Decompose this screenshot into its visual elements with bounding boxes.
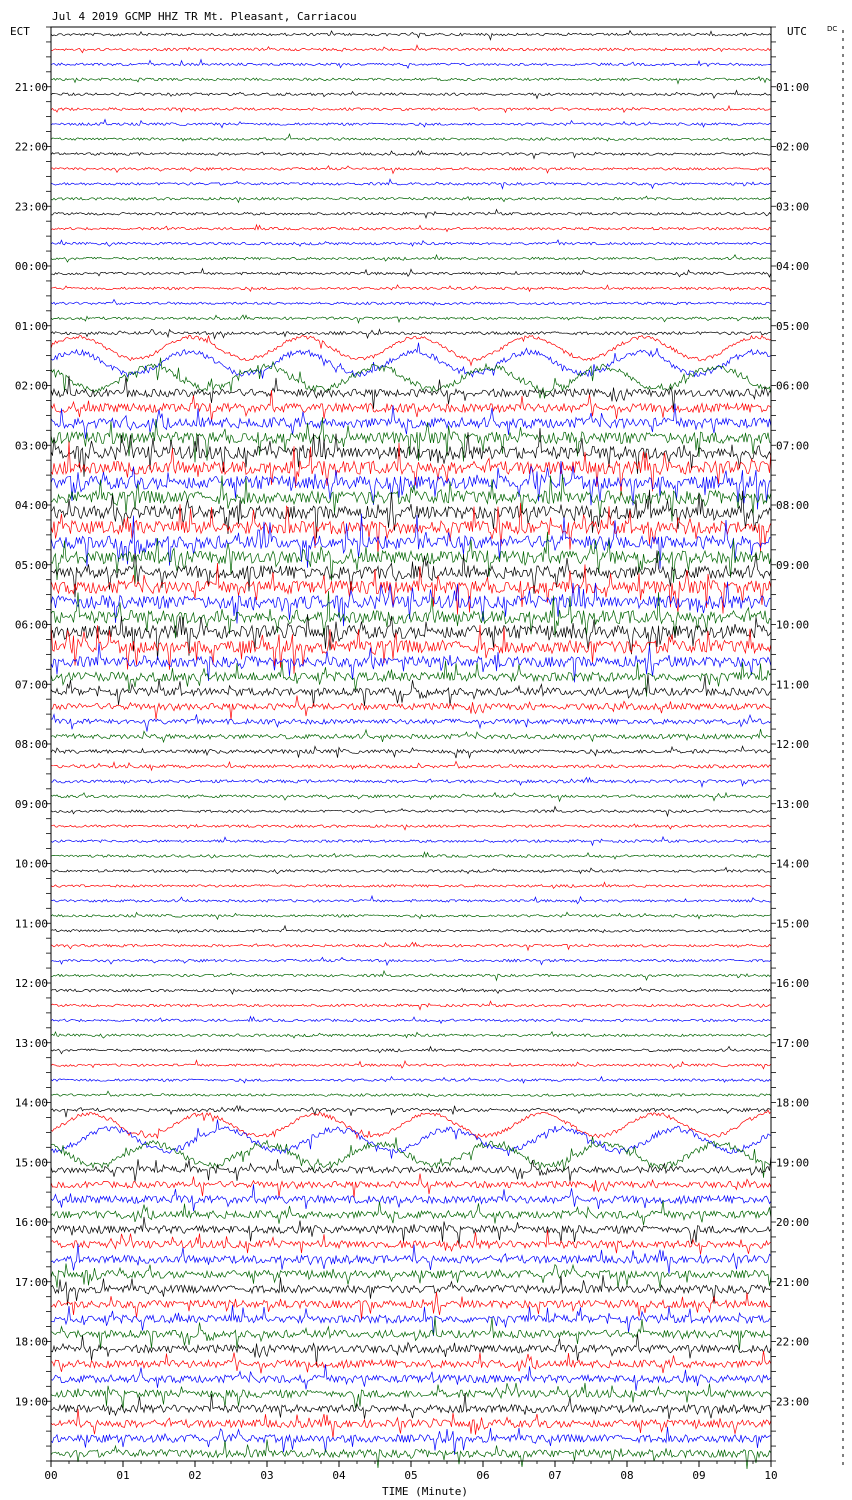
right-hour-label: 03:00 (776, 200, 810, 214)
trace-row (51, 1383, 771, 1410)
right-hour-label: 09:00 (776, 558, 810, 572)
left-hour-label: 09:00 (14, 797, 48, 811)
trace-row (51, 1393, 771, 1419)
x-tick-label: 08 (620, 1469, 634, 1482)
left-hour-label: 16:00 (14, 1216, 48, 1229)
right-hour-label: 08:00 (776, 499, 810, 512)
left-hour-label: 03:00 (14, 439, 48, 453)
trace-row (51, 1091, 771, 1097)
right-hour-label: 12:00 (776, 738, 810, 751)
left-hour-label: 18:00 (14, 1335, 48, 1349)
trace-row (51, 210, 771, 218)
left-hour-label: 19:00 (14, 1395, 48, 1409)
trace-row (51, 134, 771, 141)
trace-row (51, 1184, 771, 1211)
trace-row (51, 1317, 771, 1350)
dc-label: DC (827, 25, 838, 33)
trace-row (51, 1077, 771, 1083)
trace-row (51, 90, 771, 98)
right-hour-label: 20:00 (776, 1216, 810, 1229)
trace-row (51, 120, 771, 128)
trace-row (51, 285, 771, 291)
trace-row (51, 729, 771, 742)
left-hour-label: 04:00 (14, 499, 48, 512)
right-hour-label: 02:00 (776, 140, 810, 154)
trace-row (51, 1032, 771, 1038)
trace-row (51, 31, 771, 40)
trace-row (51, 1305, 771, 1336)
left-hour-label: 17:00 (14, 1275, 48, 1289)
trace-row (51, 461, 771, 509)
trace-row (51, 240, 771, 246)
left-hour-label: 13:00 (14, 1036, 48, 1050)
trace-row (51, 1047, 771, 1054)
right-hour-label: 05:00 (776, 319, 810, 333)
trace-row (51, 696, 771, 720)
trace-row (51, 1334, 771, 1366)
right-hour-label: 19:00 (776, 1156, 810, 1170)
trace-row (51, 942, 771, 950)
trace-row (51, 926, 771, 933)
right-hour-label: 01:00 (776, 80, 810, 94)
left-hour-label: 23:00 (14, 200, 48, 214)
trace-row (51, 60, 771, 69)
left-hour-label: 01:00 (14, 319, 48, 333)
trace-row (51, 1110, 771, 1138)
trace-row (51, 957, 771, 965)
trace-row (51, 376, 771, 410)
trace-row (51, 1244, 771, 1274)
plot-frame (46, 27, 776, 1461)
trace-row (51, 1351, 771, 1374)
trace-row (51, 315, 771, 323)
right-hour-label: 15:00 (776, 917, 810, 931)
trace-row (51, 882, 771, 888)
left-hour-label: 22:00 (14, 140, 48, 154)
right-hour-label: 11:00 (776, 678, 810, 692)
left-hour-label: 00:00 (14, 260, 48, 273)
trace-row (51, 837, 771, 845)
trace-row (51, 1060, 771, 1068)
trace-row (51, 151, 771, 159)
x-tick-label: 05 (404, 1469, 418, 1482)
trace-row (51, 675, 771, 707)
trace-row (51, 1001, 771, 1009)
left-hour-label: 07:00 (14, 678, 48, 692)
right-hour-label: 16:00 (776, 977, 810, 990)
trace-row (51, 1174, 771, 1198)
left-hour-label: 06:00 (14, 618, 48, 632)
right-hour-label: 14:00 (776, 857, 810, 871)
trace-row (51, 179, 771, 188)
seismic-traces (51, 31, 771, 1469)
left-hour-label: 21:00 (14, 80, 48, 94)
trace-row (51, 761, 771, 770)
trace-row (51, 1217, 771, 1245)
x-tick-label: 00 (44, 1469, 58, 1482)
right-timezone-label: UTC (787, 25, 807, 38)
x-tick-label: 07 (548, 1469, 562, 1482)
right-hour-label: 10:00 (776, 618, 810, 632)
left-timezone-label: ECT (10, 25, 30, 38)
right-hour-label: 22:00 (776, 1335, 810, 1349)
trace-row (51, 971, 771, 980)
trace-row (51, 1427, 771, 1455)
trace-row (51, 912, 771, 919)
trace-row (51, 746, 771, 758)
trace-row (51, 793, 771, 802)
trace-row (51, 714, 771, 731)
trace-row (51, 988, 771, 994)
chart-title: Jul 4 2019 GCMP HHZ TR Mt. Pleasant, Carriacou (52, 10, 357, 23)
trace-row (51, 490, 771, 538)
trace-row (51, 778, 771, 787)
right-hour-label: 07:00 (776, 439, 810, 453)
right-hour-label: 04:00 (776, 260, 810, 273)
right-hour-label: 23:00 (776, 1395, 810, 1409)
left-hour-label: 14:00 (14, 1096, 48, 1110)
trace-row (51, 807, 771, 816)
x-tick-label: 04 (332, 1469, 346, 1482)
trace-row (51, 196, 771, 202)
x-tick-label: 01 (116, 1469, 130, 1482)
trace-row (51, 45, 771, 52)
trace-row (51, 1120, 771, 1159)
x-tick-label: 03 (260, 1469, 274, 1482)
trace-row (51, 269, 771, 277)
trace-row (51, 329, 771, 338)
right-hour-label: 21:00 (776, 1275, 810, 1289)
right-hour-label: 17:00 (776, 1036, 810, 1050)
trace-row (51, 852, 771, 859)
right-hour-label: 06:00 (776, 379, 810, 393)
trace-row (51, 1292, 771, 1320)
x-tick-label: 10 (764, 1469, 778, 1482)
trace-row (51, 1017, 771, 1024)
x-ticks (44, 1461, 777, 1482)
trace-row (51, 1155, 771, 1181)
x-tick-label: 06 (476, 1469, 490, 1482)
x-axis-label: TIME (Minute) (381, 1485, 469, 1498)
trace-row (51, 824, 771, 830)
trace-row (51, 335, 771, 365)
trace-row (51, 1264, 771, 1288)
right-hour-label: 18:00 (776, 1096, 810, 1110)
trace-row (51, 867, 771, 873)
left-hour-label: 10:00 (14, 857, 48, 871)
trace-row (51, 1106, 771, 1117)
trace-row (51, 300, 771, 306)
trace-row (51, 77, 771, 84)
trace-row (51, 896, 771, 904)
left-hour-label: 12:00 (14, 977, 48, 990)
x-tick-label: 02 (188, 1469, 202, 1482)
trace-row (51, 343, 771, 379)
trace-row (51, 166, 771, 174)
trace-row (51, 255, 771, 262)
left-hour-label: 15:00 (14, 1156, 48, 1170)
trace-row (51, 106, 771, 113)
trace-row (51, 1364, 771, 1390)
trace-row (51, 1200, 771, 1225)
x-tick-label: 09 (692, 1469, 706, 1482)
left-hour-label: 02:00 (14, 379, 48, 393)
left-hour-label: 05:00 (14, 558, 48, 572)
trace-row (51, 225, 771, 232)
right-hour-label: 13:00 (776, 797, 810, 811)
left-hour-label: 11:00 (14, 917, 48, 931)
hour-labels (15, 81, 809, 1409)
left-hour-label: 08:00 (14, 738, 48, 751)
